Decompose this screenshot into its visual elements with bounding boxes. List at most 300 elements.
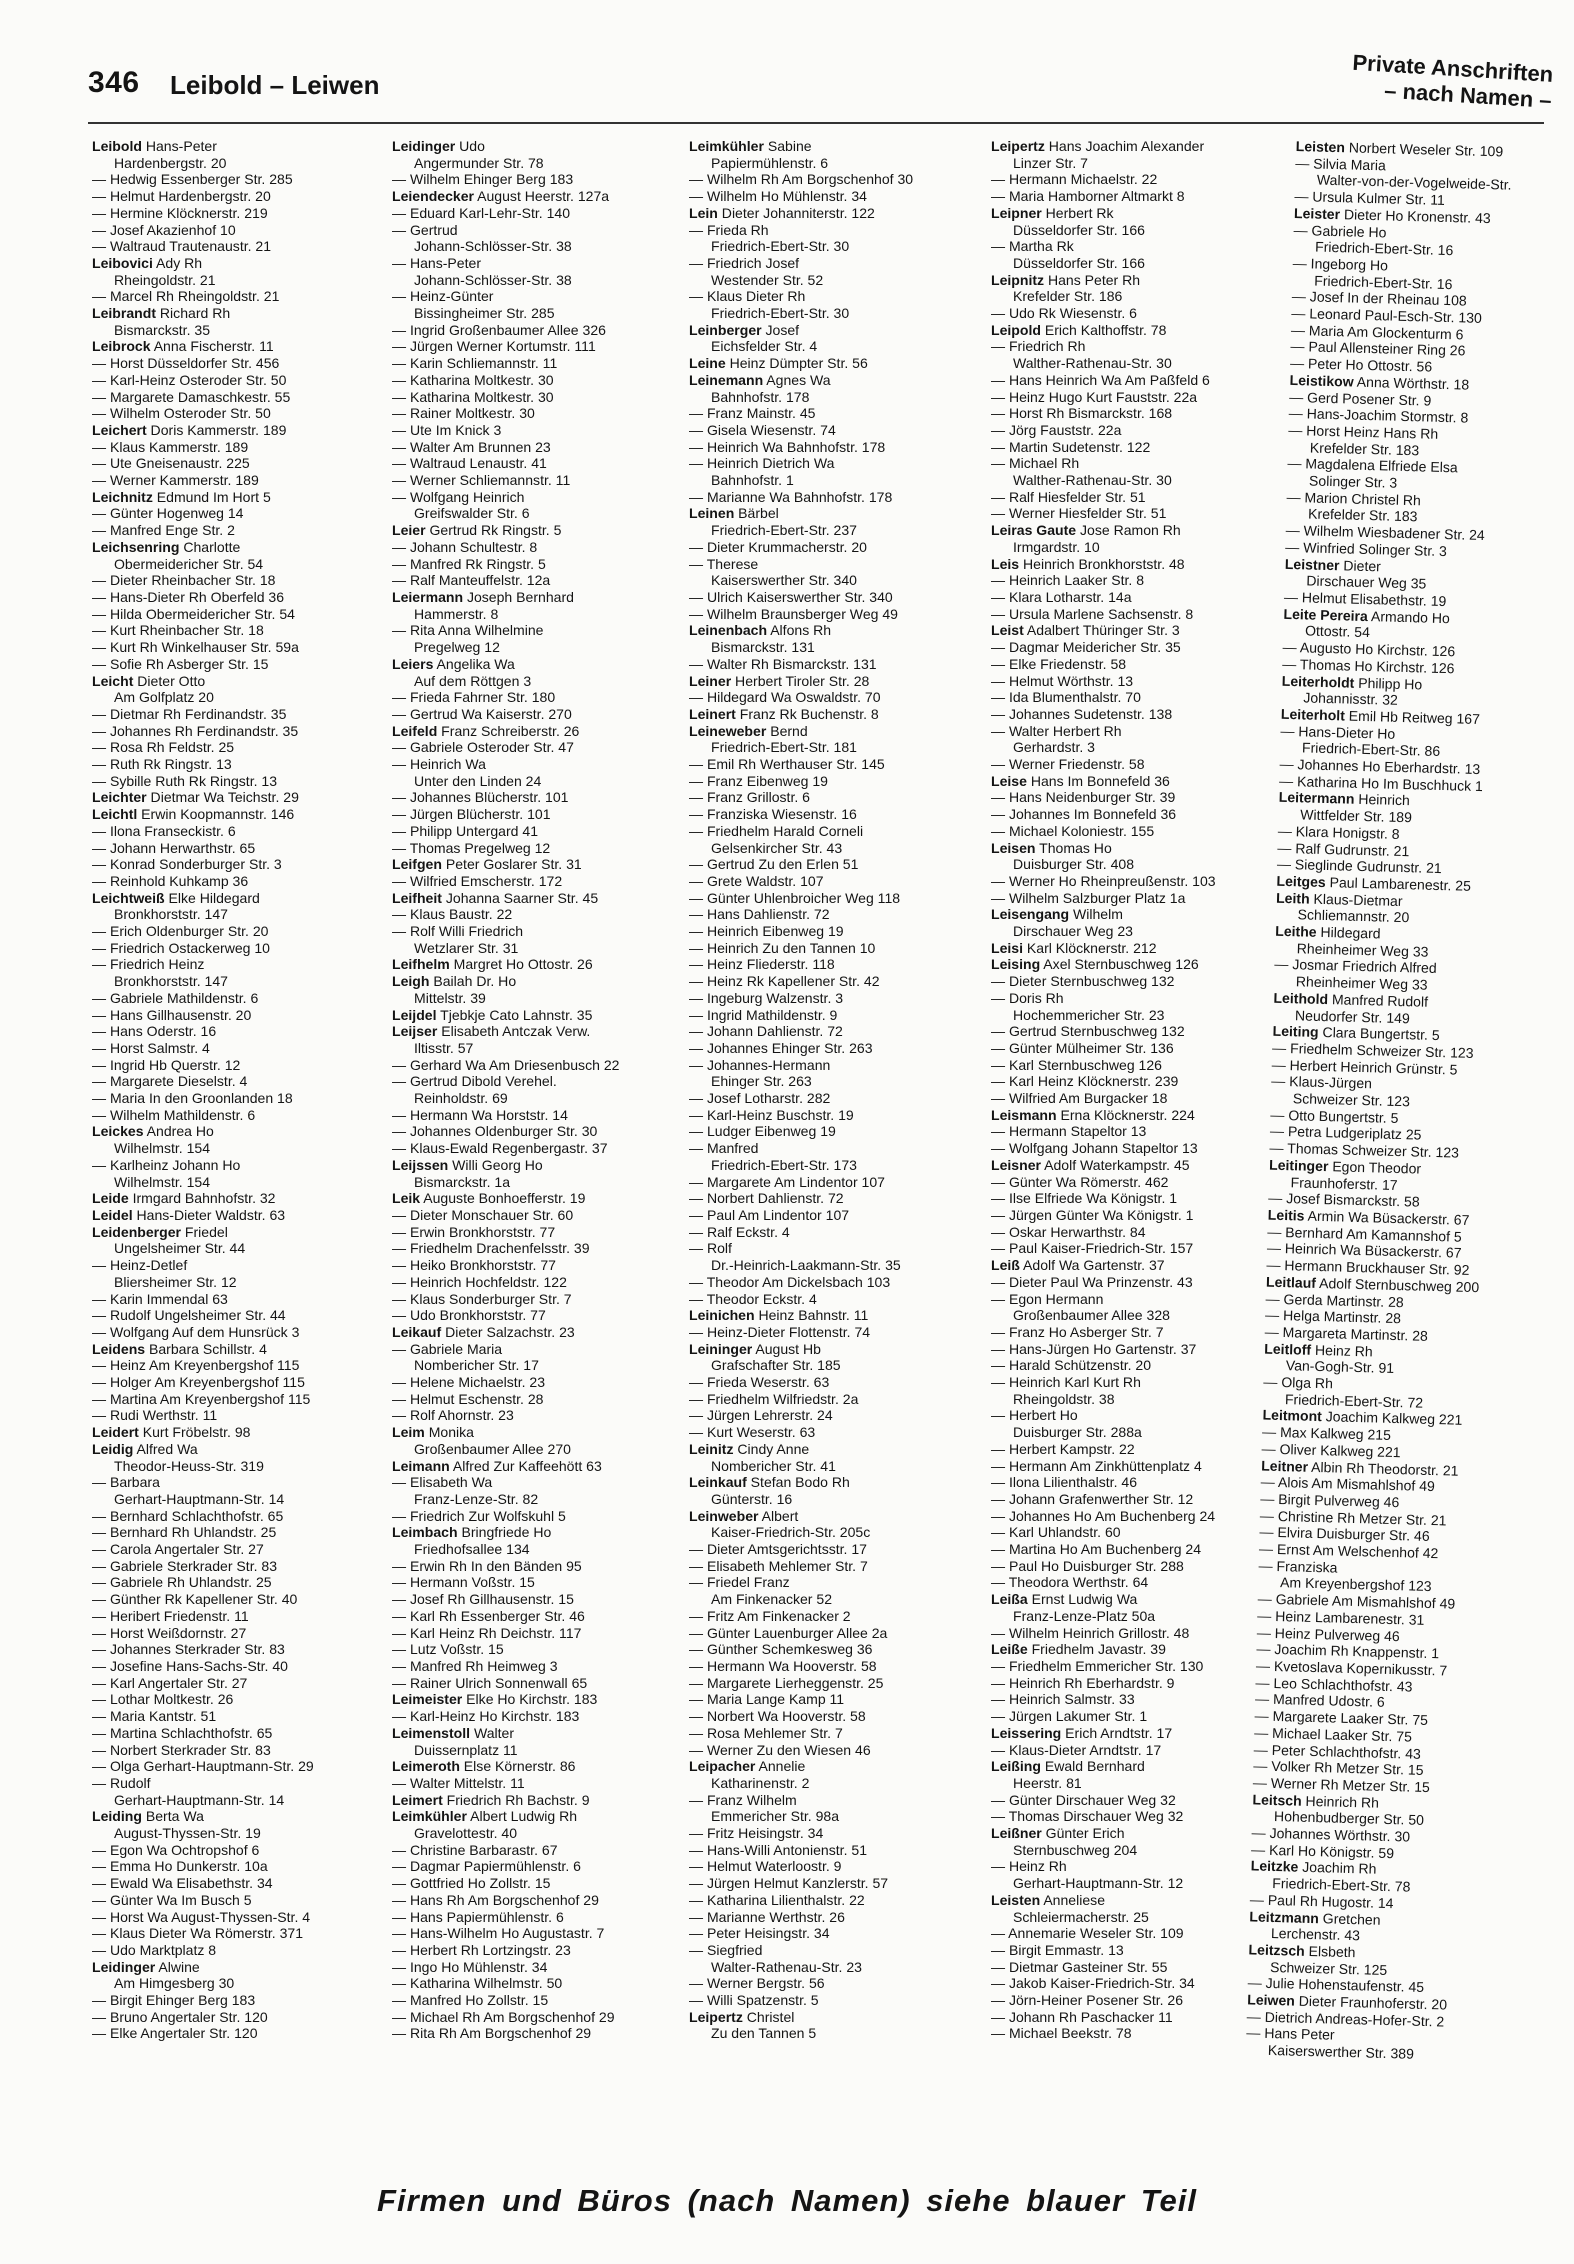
directory-entry <box>392 505 690 522</box>
entry-text: — Michael Laaker Str. 75 <box>1254 1724 1413 1745</box>
page-number: 346 <box>88 66 140 99</box>
directory-entry <box>92 1942 390 1959</box>
entry-text: — Sieglinde Gudrunstr. 21 <box>1276 855 1442 877</box>
directory-entry <box>689 1892 987 1909</box>
entry-text: Alfons Rh <box>767 622 832 639</box>
directory-entry <box>689 439 987 456</box>
entry-text: — Ingrid Mathildenstr. 9 <box>689 1006 838 1023</box>
entry-text: — Elisabeth Mehlemer Str. 7 <box>689 1557 868 1574</box>
directory-entry <box>392 1725 690 1742</box>
directory-entry <box>689 673 987 690</box>
directory-entry <box>392 1975 690 1992</box>
directory-entry <box>689 322 987 339</box>
directory-entry <box>392 556 690 573</box>
entry-text: Berta Wa <box>141 1808 204 1825</box>
directory-entry <box>92 1591 390 1608</box>
entry-text: Joseph Bernhard <box>463 588 574 605</box>
entry-text: — Elke Friedenstr. 58 <box>991 655 1127 672</box>
address-continuation: Düsseldorfer Str. 166 <box>1013 254 1145 271</box>
surname: Leitsch <box>1252 1791 1302 1809</box>
directory-entry <box>92 1641 390 1658</box>
directory-entry <box>92 505 390 522</box>
section-heading-line1: Private Anschriften <box>1351 49 1554 87</box>
directory-entry <box>991 1391 1289 1408</box>
entry-text: — Hans Heinrich Wa Am Paßfeld 6 <box>991 371 1210 388</box>
surname: Leidig <box>92 1440 134 1457</box>
directory-entry <box>392 1491 690 1508</box>
entry-text: — Herbert Ho <box>991 1407 1078 1424</box>
directory-entry <box>392 439 690 456</box>
directory-entry <box>392 255 690 272</box>
surname: Leidert <box>92 1424 139 1441</box>
directory-entry <box>392 1073 690 1090</box>
directory-entry <box>92 1524 390 1541</box>
surname: Leißner <box>991 1825 1042 1842</box>
directory-entry <box>991 1675 1289 1692</box>
directory-entry <box>689 539 987 556</box>
directory-entry <box>991 1240 1289 1257</box>
address-continuation: Dirschauer Weg 23 <box>1013 923 1133 940</box>
directory-entry <box>92 1858 390 1875</box>
entry-text: — Michael Beekstr. 78 <box>991 2025 1132 2042</box>
entry-text: — Margarete Laaker Str. 75 <box>1254 1707 1429 1729</box>
entry-text: — Wilhelm Heinrich Grillostr. 48 <box>991 1624 1190 1641</box>
entry-text: — Thomas Schweizer Str. 123 <box>1269 1139 1460 1161</box>
directory-entry <box>991 389 1289 406</box>
surname: Leipacher <box>689 1758 756 1775</box>
directory-entry <box>689 1691 987 1708</box>
entry-text: — Walter Mittelstr. 11 <box>392 1774 525 1791</box>
directory-entry <box>92 1190 390 1207</box>
entry-text: — Walter Herbert Rh <box>991 722 1122 739</box>
surname: Leiterholdt <box>1281 672 1355 691</box>
surname: Leisten <box>991 1891 1041 1908</box>
directory-entry <box>689 1174 987 1191</box>
entry-text: — Thomas Ho Kirchstr. 126 <box>1282 655 1455 677</box>
address-continuation: Johannisstr. 32 <box>1303 689 1399 709</box>
directory-entry <box>392 1140 690 1157</box>
directory-entry <box>991 940 1289 957</box>
entry-text: Barbara Schillstr. 4 <box>145 1340 267 1357</box>
surname: Leiras Gaute <box>991 522 1077 539</box>
address-continuation: Walter-Rathenau-Str. 23 <box>711 1958 862 1975</box>
address-continuation: Linzer Str. 7 <box>1013 154 1088 171</box>
entry-text: — Gottfried Ho Zollstr. 15 <box>392 1875 551 1892</box>
directory-entry <box>392 1324 690 1341</box>
directory-entry <box>689 305 987 322</box>
entry-text: — Hans-Willi Antonienstr. 51 <box>689 1841 868 1858</box>
entry-text: — Gertrud Wa Kaiserstr. 270 <box>392 705 572 722</box>
entry-text: — Philipp Untergard 41 <box>392 822 539 839</box>
entry-text: Doris Kammerstr. 189 <box>146 421 287 438</box>
entry-text: — Annemarie Weseler Str. 109 <box>991 1925 1184 1942</box>
address-continuation: Iltisstr. 57 <box>414 1039 474 1056</box>
entry-text: — Margarete Lierheggenstr. 25 <box>689 1674 884 1691</box>
address-continuation: Grafschafter Str. 185 <box>711 1357 841 1374</box>
entry-text: — Gabriele Mathildenstr. 6 <box>92 989 259 1006</box>
entry-text: — Hilda Obermeidericher Str. 54 <box>92 605 295 622</box>
directory-column-3 <box>689 138 987 2042</box>
directory-entry <box>689 1474 987 1491</box>
entry-text: — Franz Grillostr. 6 <box>689 789 810 806</box>
directory-entry <box>92 1742 390 1759</box>
directory-entry <box>991 171 1289 188</box>
entry-text: — Michael Koloniestr. 155 <box>991 822 1155 839</box>
address-continuation: Hohenbudberger Str. 50 <box>1273 1808 1425 1829</box>
directory-entry <box>92 1257 390 1274</box>
directory-entry <box>392 1274 690 1291</box>
entry-text: — Leo Schlachthofstr. 43 <box>1255 1674 1413 1695</box>
directory-entry <box>92 1407 390 1424</box>
entry-text: — Maria Kantstr. 51 <box>92 1708 217 1725</box>
directory-entry <box>392 1691 690 1708</box>
directory-entry <box>991 706 1289 723</box>
directory-entry <box>991 622 1289 639</box>
entry-text: Christel <box>742 2008 795 2025</box>
entry-text: — Dieter Monschauer Str. 60 <box>392 1207 574 1223</box>
entry-text: — Herbert Kampstr. 22 <box>991 1440 1135 1457</box>
directory-entry <box>689 773 987 790</box>
entry-text: — Bernhard Rh Uhlandstr. 25 <box>92 1524 277 1541</box>
directory-entry <box>689 973 987 990</box>
directory-entry <box>689 806 987 823</box>
entry-text: — Dieter Rheinbacher Str. 18 <box>92 572 276 589</box>
entry-text: Hans Im Bonnefeld 36 <box>1026 772 1170 789</box>
entry-text: — Margarete Am Lindentor 107 <box>689 1173 885 1190</box>
surname: Leibovici <box>92 254 153 271</box>
entry-text: Emil Hb Reitweg 167 <box>1344 707 1481 727</box>
entry-text: Herbert Tiroler Str. 28 <box>731 672 870 689</box>
directory-entry <box>392 422 690 439</box>
address-continuation: Bahnhofstr. 178 <box>711 388 810 405</box>
entry-text: — Friedhelm Wilfriedstr. 2a <box>689 1390 859 1407</box>
directory-entry <box>689 1140 987 1157</box>
entry-text: Armando Ho <box>1367 607 1451 626</box>
surname: Leinkauf <box>689 1474 747 1491</box>
entry-text: — Klaus-Jürgen <box>1271 1073 1373 1092</box>
directory-entry <box>392 1742 690 1759</box>
directory-entry <box>392 338 690 355</box>
entry-text: — Wolfgang Auf dem Hunsrück 3 <box>92 1323 300 1340</box>
directory-entry <box>92 806 390 823</box>
surname: Leite Pereira <box>1283 605 1369 624</box>
address-continuation: Bissingheimer Str. 285 <box>414 305 555 322</box>
directory-entry <box>689 1123 987 1140</box>
entry-text: — Dagmar Meidericher Str. 35 <box>991 639 1181 656</box>
entry-text: — Johannes Ehinger Str. 263 <box>689 1039 873 1056</box>
directory-entry <box>991 405 1289 422</box>
directory-entry <box>92 305 390 322</box>
surname: Leiendecker <box>392 188 474 205</box>
entry-text: — Helmut Waterloostr. 9 <box>689 1858 842 1875</box>
surname: Leifeld <box>392 722 438 739</box>
entry-text: — Horst Weißdornstr. 27 <box>92 1624 247 1641</box>
entry-text: — Hermann Voßstr. 15 <box>392 1574 535 1591</box>
directory-entry <box>392 222 690 239</box>
directory-entry <box>392 873 690 890</box>
directory-entry <box>392 1608 690 1625</box>
surname: Leiwen <box>1247 1991 1296 2009</box>
directory-entry <box>689 1942 987 1959</box>
entry-text: Manfred Rudolf <box>1327 990 1429 1010</box>
entry-text: — Udo Rk Wiesenstr. 6 <box>991 305 1137 322</box>
entry-text: — Peter Ho Ottostr. 56 <box>1289 355 1433 375</box>
entry-text: — Wilhelm Osteroder Str. 50 <box>92 405 271 422</box>
entry-text: — Friedhelm Emmericher Str. 130 <box>991 1657 1204 1674</box>
directory-entry <box>392 272 690 289</box>
directory-entry <box>991 789 1289 806</box>
entry-text: Cindy Anne <box>733 1440 810 1457</box>
directory-entry <box>991 890 1289 907</box>
directory-entry <box>392 756 690 773</box>
entry-text: — Klaus-Ewald Regenbergastr. 37 <box>392 1140 608 1157</box>
directory-entry <box>392 1157 690 1174</box>
entry-text: — Heinrich Zu den Tannen 10 <box>689 939 876 956</box>
directory-entry <box>392 706 690 723</box>
address-continuation: Friedrich-Ebert-Str. 16 <box>1314 272 1453 292</box>
directory-entry <box>392 689 690 706</box>
surname: Leifhelm <box>392 956 450 973</box>
address-continuation: Irmgardstr. 10 <box>1013 538 1100 555</box>
entry-text: Erwin Koopmannstr. 146 <box>137 806 295 823</box>
address-continuation: Papiermühlenstr. 6 <box>711 154 829 171</box>
entry-text: Klaus-Dietmar <box>1309 890 1403 909</box>
directory-entry <box>92 673 390 690</box>
entry-text: Dietmar Wa Teichstr. 29 <box>146 789 299 806</box>
entry-text: — Dietmar Rh Ferdinandstr. 35 <box>92 705 287 722</box>
entry-text: — Friedrich Zur Wolfskuhl 5 <box>392 1507 566 1524</box>
directory-entry <box>991 1474 1289 1491</box>
entry-text: — Wilfried Am Burgacker 18 <box>991 1090 1168 1107</box>
entry-text: — Wilhelm Ehinger Berg 183 <box>392 171 574 188</box>
directory-entry <box>392 171 690 188</box>
surname: Leiers <box>392 655 434 672</box>
entry-text: Heinrich Bronkhorststr. 48 <box>1019 555 1185 572</box>
directory-entry <box>991 689 1289 706</box>
directory-entry <box>392 1357 690 1374</box>
directory-entry <box>392 1307 690 1324</box>
directory-entry <box>991 1808 1289 1825</box>
directory-entry <box>392 2009 690 2026</box>
entry-text: — Eduard Karl-Lehr-Str. 140 <box>392 204 571 221</box>
directory-entry <box>991 806 1289 823</box>
directory-entry <box>92 1057 390 1074</box>
entry-text: — Frieda Rh <box>689 221 769 238</box>
entry-text: — Jürgen Lakumer Str. 1 <box>991 1708 1148 1725</box>
directory-entry <box>92 1107 390 1124</box>
address-continuation: Johann-Schlösser-Str. 38 <box>414 238 572 255</box>
surname: Leininger <box>689 1340 753 1357</box>
directory-entry <box>689 639 987 656</box>
entry-text: — Walter Am Brunnen 23 <box>392 438 551 455</box>
entry-text: — Karl Heinz Klöcknerstr. 239 <box>991 1073 1179 1090</box>
surname: Leißing <box>991 1758 1041 1775</box>
entry-text: Karl Klöcknerstr. 212 <box>1023 939 1157 956</box>
directory-entry <box>991 1023 1289 1040</box>
directory-entry <box>689 1424 987 1441</box>
entry-text: Hildegard <box>1316 923 1381 942</box>
entry-text: — Winfried Solinger Str. 3 <box>1285 538 1448 559</box>
directory-entry <box>689 1391 987 1408</box>
directory-entry <box>92 1558 390 1575</box>
directory-entry <box>92 1123 390 1140</box>
entry-text: — Martha Rk <box>991 238 1074 255</box>
entry-text: — Friedhelm Drachenfelsstr. 39 <box>392 1240 590 1257</box>
entry-text: Adolf Sternbuschweg 200 <box>1315 1274 1480 1295</box>
address-continuation: Gerhardstr. 3 <box>1013 739 1095 756</box>
directory-entry <box>392 1825 690 1842</box>
entry-text: — Günther Rk Kapellener Str. 40 <box>92 1591 298 1608</box>
address-continuation: Duissernplatz 11 <box>414 1741 518 1758</box>
surname: Leimkühler <box>689 138 764 154</box>
directory-entry <box>92 556 390 573</box>
entry-text: — Heinrich Hochfeldstr. 122 <box>392 1273 567 1290</box>
directory-entry <box>689 923 987 940</box>
entry-text: — Kurt Weserstr. 63 <box>689 1424 816 1441</box>
entry-text: Elsbeth <box>1304 1942 1356 1961</box>
entry-text: — Ida Blumenthalstr. 70 <box>991 689 1141 706</box>
directory-entry <box>991 422 1289 439</box>
directory-entry <box>689 1775 987 1792</box>
surname: Leide <box>92 1190 129 1207</box>
entry-text: Charlotte <box>179 538 241 555</box>
address-continuation: Neudorfer Str. 149 <box>1294 1006 1411 1026</box>
directory-entry <box>392 1090 690 1107</box>
entry-text: — Kurt Rheinbacher Str. 18 <box>92 622 264 639</box>
entry-text: — Heinrich Wa Büsackerstr. 67 <box>1266 1240 1462 1262</box>
entry-text: — Werner Ho Rheinpreußenstr. 103 <box>991 872 1216 889</box>
directory-entry <box>991 1641 1289 1658</box>
entry-text: — Karin Immendal 63 <box>92 1290 228 1307</box>
entry-text: Erich Kalthoffstr. 78 <box>1040 321 1167 338</box>
directory-entry <box>392 656 690 673</box>
directory-entry <box>689 472 987 489</box>
entry-text: — Dagmar Papiermühlenstr. 6 <box>392 1858 581 1875</box>
entry-text: — Heinz Fliederstr. 118 <box>689 956 835 973</box>
directory-entry <box>991 856 1289 873</box>
directory-entry <box>92 422 390 439</box>
surname: Leismann <box>991 1106 1057 1123</box>
entry-text: — Heribert Friedenstr. 11 <box>92 1607 249 1624</box>
directory-entry <box>92 956 390 973</box>
directory-entry <box>991 556 1289 573</box>
address-continuation: August-Thyssen-Str. 19 <box>114 1825 261 1842</box>
surname: Leipner <box>991 204 1042 221</box>
address-continuation: Rheingoldstr. 38 <box>1013 1390 1115 1407</box>
surname: Leineweber <box>689 722 767 739</box>
surname: Leipnitz <box>991 271 1045 288</box>
entry-text: — Hans-Jürgen Ho Gartenstr. 37 <box>991 1340 1197 1357</box>
surname: Leichert <box>92 421 147 438</box>
directory-entry <box>92 1508 390 1525</box>
surname: Leiting <box>1272 1022 1319 1041</box>
address-continuation: Franz-Lenze-Platz 50a <box>1013 1607 1156 1624</box>
entry-text: — Johannes Oldenburger Str. 30 <box>392 1123 598 1140</box>
entry-text: — Wilhelm Salzburger Platz 1a <box>991 889 1186 906</box>
directory-entry <box>991 505 1289 522</box>
directory-entry <box>689 1441 987 1458</box>
directory-entry <box>392 1458 690 1475</box>
entry-text: Bringfriede Ho <box>457 1524 552 1541</box>
address-continuation: Rheinheimer Weg 33 <box>1296 940 1429 960</box>
address-continuation: Fraunhoferstr. 17 <box>1290 1173 1398 1193</box>
entry-text: Friedel <box>181 1223 228 1240</box>
directory-entry <box>689 188 987 205</box>
surname: Leinen <box>689 505 735 522</box>
entry-text: — Wilhelm Ho Mühlenstr. 34 <box>689 188 867 205</box>
entry-text: — Johannes Blücherstr. 101 <box>392 789 569 806</box>
directory-entry <box>991 572 1289 589</box>
directory-entry <box>392 1374 690 1391</box>
address-continuation: Walther-Rathenau-Str. 30 <box>1013 355 1172 372</box>
entry-text: Dieter Johanniterstr. 122 <box>717 204 875 221</box>
directory-column-5 <box>1246 138 1574 2066</box>
entry-text: — Oliver Kalkweg 221 <box>1261 1440 1401 1461</box>
entry-text: — Johannes Sterkrader Str. 83 <box>92 1641 285 1658</box>
address-continuation: Eichsfelder Str. 4 <box>711 338 818 355</box>
entry-text: — Johann Schultestr. 8 <box>392 538 538 555</box>
entry-text: — Heinz Rk Kapellener Str. 42 <box>689 973 880 990</box>
entry-text: — Hedwig Essenberger Str. 285 <box>92 171 293 188</box>
surname: Leise <box>991 772 1027 789</box>
entry-text: Irmgard Bahnhofstr. 32 <box>128 1190 276 1207</box>
entry-text: — Sybille Ruth Rk Ringstr. 13 <box>92 772 278 789</box>
directory-entry <box>689 171 987 188</box>
directory-entry <box>991 355 1289 372</box>
directory-entry <box>991 322 1289 339</box>
entry-text: — Karl Ho Königstr. 59 <box>1250 1841 1395 1861</box>
address-continuation: Pregelweg 12 <box>414 639 500 656</box>
directory-entry <box>991 372 1289 389</box>
entry-text: Heinz Bahnstr. 11 <box>754 1307 869 1324</box>
page-title: Leibold – Leiwen <box>170 70 380 100</box>
directory-entry <box>689 1040 987 1057</box>
directory-entry <box>689 2009 987 2026</box>
entry-text: — Paul Rh Hugostr. 14 <box>1249 1891 1394 1911</box>
address-continuation: Friedrich-Ebert-Str. 237 <box>711 522 857 539</box>
directory-entry <box>689 656 987 673</box>
entry-text: — Christine Rh Metzer Str. 21 <box>1259 1507 1447 1529</box>
directory-entry <box>689 1574 987 1591</box>
directory-entry <box>92 1073 390 1090</box>
entry-text: — Franz Wilhelm <box>689 1791 797 1808</box>
entry-text: — Norbert Wa Hooverstr. 58 <box>689 1708 866 1725</box>
directory-entry <box>689 1057 987 1074</box>
entry-text: Erna Klöcknerstr. 224 <box>1056 1106 1195 1123</box>
directory-entry <box>92 756 390 773</box>
entry-text: — Rudolf Ungelsheimer Str. 44 <box>92 1307 286 1324</box>
entry-text: — Wilhelm Braunsberger Weg 49 <box>689 605 898 622</box>
entry-text: — Paul Kaiser-Friedrich-Str. 157 <box>991 1240 1194 1257</box>
entry-text: — Josef In der Rheinau 108 <box>1291 288 1467 309</box>
address-continuation: Duisburger Str. 288a <box>1013 1424 1142 1441</box>
surname: Leidenberger <box>92 1223 181 1240</box>
directory-entry <box>689 155 987 172</box>
entry-text: — Horst Heinz Hans Rh <box>1288 421 1439 442</box>
directory-entry <box>689 272 987 289</box>
directory-entry <box>689 1992 987 2009</box>
entry-text: — Manfred Enge Str. 2 <box>92 522 235 539</box>
surname: Leisen <box>991 839 1036 856</box>
entry-text: Dieter Salzachstr. 23 <box>441 1323 575 1340</box>
directory-entry <box>689 1274 987 1291</box>
entry-text: — Johannes Im Bonnefeld 36 <box>991 806 1177 823</box>
surname: Leitis <box>1267 1206 1305 1224</box>
directory-column-2 <box>392 138 690 2042</box>
entry-text: — Katharina Moltkestr. 30 <box>392 371 554 388</box>
entry-text: Erich Arndtstr. 17 <box>1061 1724 1173 1741</box>
directory-entry <box>392 1341 690 1358</box>
